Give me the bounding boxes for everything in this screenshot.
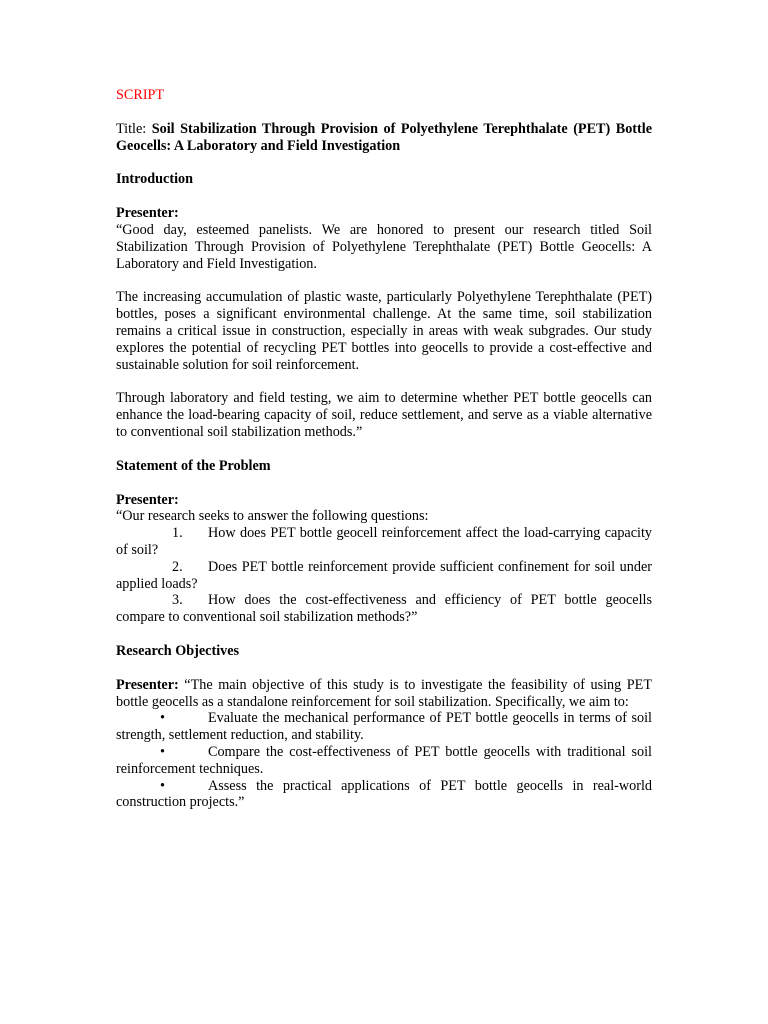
bullet-glyph: • [160,743,165,760]
list-number: 3. [172,592,183,609]
list-item-text: Assess the practical applications of PET bottle geocells in real-world construction projects.” [116,777,652,811]
document-page [116,87,652,811]
list-item-text: How does PET bottle geocell reinforcement affect the load-carrying capacity of soil? [116,525,652,558]
bullet-glyph: • [160,710,165,727]
problem-question-1 [116,525,652,559]
list-number: 2. [172,558,183,575]
title-text: Soil Stabilization Through Provision of Polyethylene Terephthalate (PET) Bottle Geocells: A Laboratory and Field Investigation [116,120,652,154]
list-item-text: Does PET bottle reinforcement provide sufficient confinement for soil under applied loads? [116,558,652,592]
list-item-text: Compare the cost-effectiveness of PET bottle geocells with traditional soil reinforcement techniques. [116,743,652,777]
introduction-presenter-label: Presenter: [116,205,179,222]
list-number: 1. [172,525,183,542]
objective-item-1 [116,710,652,744]
introduction-paragraph-3: Through laboratory and field testing, we aim to determine whether PET bottle geocells can enhance the load-bearing capacity of soil, reduce settlement, and serve as a viable alternative to conventional soil stabilization methods.” [116,390,652,440]
list-item-text: How does the cost-effectiveness and efficiency of PET bottle geocells compare to conventional soil stabilization methods?” [116,592,652,626]
list-item-text: Evaluate the mechanical performance of PET bottle geocells in terms of soil strength, settlement reduction, and stability. [116,710,652,744]
problem-question-3 [116,592,652,626]
title-prefix: Title: [116,120,152,137]
objectives-intro [116,677,652,711]
objectives-heading: Research Objectives [116,642,240,659]
introduction-paragraph-1: “Good day, esteemed panelists. We are honored to present our research titled Soil Stabilization Through Provision of Polyethylene Terephthalate (PET) Bottle Geocells: A Laboratory and Field Investigation. [116,221,652,272]
objectives-presenter-label: Presenter: [116,676,179,693]
document-title [116,121,652,155]
objective-item-2 [116,744,652,778]
problem-presenter-label: Presenter: [116,491,179,508]
introduction-paragraph-2: The increasing accumulation of plastic waste, particularly Polyethylene Terephthalate (PET) bottles, poses a significant environmental challenge. At the same time, soil stabilization remains a critical issue in construction, especially in areas with weak subgrades. Our study explores the potential of recycling PET bottles into geocells to provide a cost-effective and sustainable solution for soil reinforcement. [116,289,652,373]
objectives-intro-text: “The main objective of this study is to investigate the feasibility of using PET bottle geocells as a standalone reinforcement for soil stabilization. Specifically, we aim to: [116,676,652,710]
problem-intro: “Our research seeks to answer the following questions: [116,508,429,525]
introduction-heading: Introduction [116,171,193,188]
bullet-glyph: • [160,777,165,794]
script-label: SCRIPT [116,87,165,103]
problem-question-2 [116,559,652,593]
problem-heading: Statement of the Problem [116,457,271,474]
objective-item-3 [116,778,652,812]
